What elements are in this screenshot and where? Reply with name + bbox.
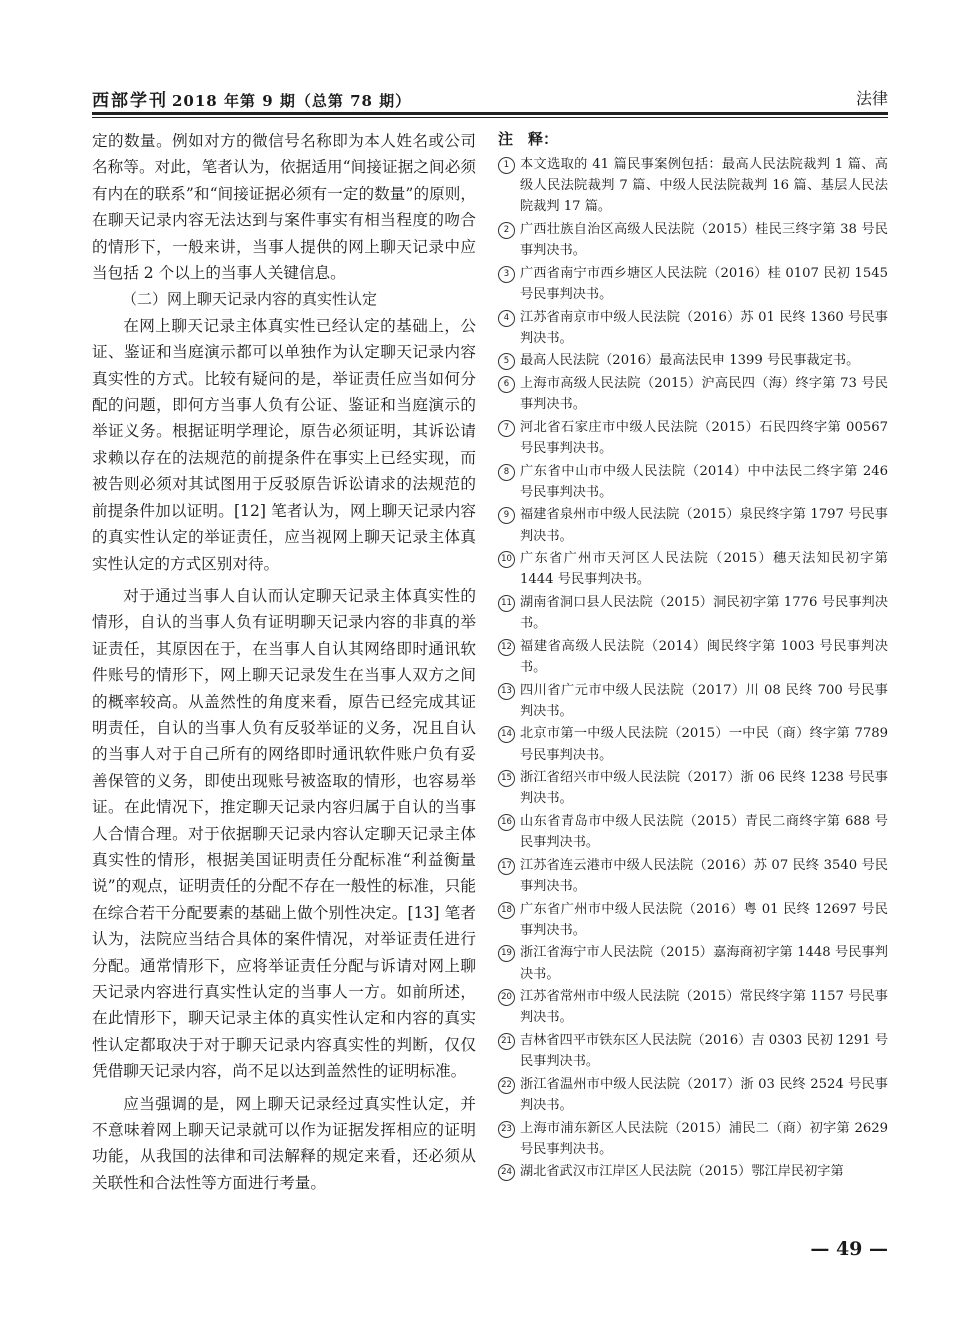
note-text: 北京市第一中级人民法院（2015）一中民（商）终字第 7789 号民事判决书。 [520,726,888,763]
note-number: 1 [498,157,515,174]
note-text: 湖南省洞口县人民法院（2015）洞民初字第 1776 号民事判决书。 [520,594,888,632]
note-text: 广东省广州市中级人民法院（2016）粤 01 民终 12697 号民事判决书。 [520,901,888,938]
notes-list [498,154,888,1183]
page-number: — 49 — [810,1238,888,1260]
note-item [498,767,888,809]
note-number: 18 [498,902,515,919]
note-text: 广东省中山市中级人民法院（2014）中中法民二终字第 246 号民事判决书。 [520,463,888,500]
note-text: 江苏省南京市中级人民法院（2016）苏 01 民终 1360 号民事判决书。 [520,309,888,346]
notes-column [498,128,888,1218]
note-item [498,680,888,722]
note-text: 广东省广州市天河区人民法院（2015）穗天法知民初字第 1444 号民事判决书。 [520,551,888,588]
note-item [498,942,888,984]
note-item [498,417,888,459]
note-number: 17 [498,858,515,875]
note-number: 15 [498,770,515,787]
note-item [498,461,888,503]
note-item [498,373,888,415]
note-number: 23 [498,1121,515,1138]
notes-title: 注 释： [498,130,559,148]
header-rule [92,112,888,115]
paragraph-3: 对于通过当事人自认而认定聊天记录主体真实性的情形，自认的当事人负有证明聊天记录内容的非真的举证责任，其原因在于，在当事人自认其网络即时通讯软件账号的情形下，网上聊天记录发生在当事人双方之间的概率较高。从盖然性的角度来看，原告已经完成其证明责任，自认的当事人负有反驳举证的义务，况且自认的当事人对于自己所有的网络即时通讯软件账户负有妥善保管的义务，即使出现账号被盗取的情形，也容易举证。在此情况下，推定聊天记录内容归属于自认的当事人合情合理。对于依据聊天记录内容认定聊天记录主体真实性的情形，根据美国证明责任分配标准“利益衡量说”的观点，证明责任的分配不存在一般性的标准，只能在综合若干分配要素的基础上做个别性决定。[13] 笔者认为，法院应当结合具体的案件情况，对举证责任进行分配。通常情形下，应将举证责任分配与诉请对网上聊天记录内容进行真实性认定的当事人一方。如前所述，在此情形下，聊天记录主体的真实性认定和内容的真实性认定都取决于对于聊天记录内容真实性的判断，仅仅凭借聊天记录内容，尚不足以达到盖然性的证明标准。 [92,586,476,1081]
note-number: 6 [498,376,515,393]
note-text: 福建省泉州市中级人民法院（2015）泉民终字第 1797 号民事判决书。 [520,507,888,544]
note-number: 20 [498,989,515,1006]
note-number: 3 [498,266,515,283]
note-text: 吉林省四平市铁东区人民法院（2016）吉 0303 民初 1291 号民事判决书。 [520,1032,889,1070]
note-item [498,1118,888,1160]
note-text: 本文选取的 41 篇民事案例包括：最高人民法院裁判 1 篇、高级人民法院裁判 7 篇、中级人民法院裁判 16 篇、基层人民法院裁判 17 篇。 [520,157,888,215]
note-number: 13 [498,683,515,700]
note-number: 22 [498,1077,515,1094]
note-text: 浙江省绍兴市中级人民法院（2017）浙 06 民终 1238 号民事判决书。 [520,770,888,807]
note-item [498,1074,888,1116]
journal-issue: 2018 年第 9 期（总第 78 期） [172,92,412,110]
note-number: 14 [498,726,515,743]
paragraph-4: 应当强调的是，网上聊天记录经过真实性认定，并不意味着网上聊天记录就可以作为证据发挥相应的证明功能，从我国的法律和司法解释的规定来看，还必须从关联性和合法性等方面进行考量。 [92,1094,476,1192]
note-number: 9 [498,507,515,524]
note-text: 江苏省常州市中级人民法院（2015）常民终字第 1157 号民事判决书。 [520,989,888,1026]
note-item [498,350,888,371]
note-number: 8 [498,464,515,481]
note-text: 浙江省海宁市人民法院（2015）嘉海商初字第 1448 号民事判决书。 [520,945,888,982]
subheading-content-authenticity: （二）网上聊天记录内容的真实性认定 [122,290,378,309]
note-item [498,811,888,853]
note-number: 10 [498,551,515,568]
note-item [498,636,888,678]
journal-brand: 西部学刊 [92,91,168,111]
note-number: 7 [498,420,515,437]
note-item [498,855,888,897]
note-item [498,1161,888,1182]
note-number: 19 [498,945,515,962]
note-text: 广西壮族自治区高级人民法院（2015）桂民三终字第 38 号民事判决书。 [520,222,888,259]
note-text: 河北省石家庄市中级人民法院（2015）石民四终字第 00567 号民事判决书。 [520,419,888,456]
note-item [498,307,888,349]
note-number: 2 [498,222,515,239]
note-text: 山东省青岛市中级人民法院（2015）青民二商终字第 688 号民事判决书。 [520,813,888,851]
note-text: 湖北省武汉市江岸区人民法院（2015）鄂江岸民初字第 [520,1164,844,1180]
note-item [498,1030,888,1072]
note-item [498,548,888,590]
note-number: 21 [498,1033,515,1050]
note-text: 浙江省温州市中级人民法院（2017）浙 03 民终 2524 号民事判决书。 [520,1076,888,1113]
paragraph-2: 在网上聊天记录主体真实性已经认定的基础上，公证、鉴证和当庭演示都可以单独作为认定聊天记录内容真实性的方式。比较有疑问的是，举证责任应当如何分配的问题，即何方当事人负有公证、鉴证和当庭演示的举证义务。根据证明学理论，原告必须证明，其诉讼请求赖以存在的法规范的前提条件在事实上已经实现，而被告则必须对其试图用于反驳原告诉讼请求的法规范的前提条件加以证明。[12] 笔者认为，网上聊天记录内容的真实性认定的举证责任，应当视网上聊天记录主体真实性认定的方式区别对待。 [92,316,476,573]
paragraph-1: 定的数量。例如对方的微信号名称即为本人姓名或公司名称等。对此，笔者认为，依据适用“间接证据之间必须有内在的联系”和“间接证据必须有一定的数量”的原则，在聊天记录内容无法达到与案件事实有相当程度的吻合的情形下，一般来讲，当事人提供的网上聊天记录中应当包括 2 个以上的当事人关键信息。 [92,132,476,283]
note-text: 广西省南宁市西乡塘区人民法院（2016）桂 0107 民初 1545 号民事判决书。 [520,265,888,302]
note-text: 上海市高级人民法院（2015）沪高民四（海）终字第 73 号民事判决书。 [520,375,888,413]
note-text: 四川省广元市中级人民法院（2017）川 08 民终 700 号民事判决书。 [520,682,888,719]
page-header [92,86,888,116]
note-item [498,154,888,218]
note-item [498,219,888,261]
main-text-column [92,128,476,1218]
note-item [498,263,888,305]
note-number: 24 [498,1164,515,1181]
note-text: 福建省高级人民法院（2014）闽民终字第 1003 号民事判决书。 [520,638,888,675]
note-number: 4 [498,310,515,327]
note-text: 最高人民法院（2016）最高法民申 1399 号民事裁定书。 [520,353,860,369]
section-label: 法律 [855,89,888,108]
note-number: 5 [498,353,515,370]
note-number: 12 [498,639,515,656]
journal-info [92,86,411,111]
header-rule-thin [92,117,888,118]
note-item [498,592,888,634]
note-item [498,504,888,546]
note-number: 16 [498,814,515,831]
note-text: 江苏省连云港市中级人民法院（2016）苏 07 民终 3540 号民事判决书。 [520,857,888,894]
note-number: 11 [498,595,515,612]
note-item [498,899,888,941]
note-item [498,723,888,765]
note-item [498,986,888,1028]
note-text: 上海市浦东新区人民法院（2015）浦民二（商）初字第 2629 号民事判决书。 [520,1120,888,1157]
